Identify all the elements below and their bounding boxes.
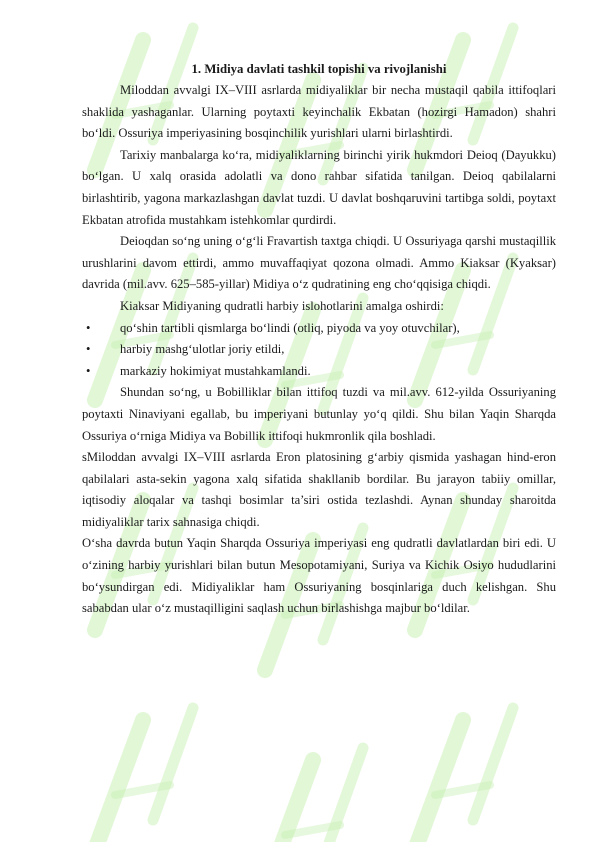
bullet-icon: • (86, 342, 91, 357)
list-item-text: harbiy mashg‘ulotlar joriy etildi, (120, 342, 285, 357)
paragraph-6: sMiloddan avvalgi IX–VIII asrlarda Eron platosining g‘arbiy qismida yashagan hind-eron qabilalari asta-sekin yagona xalq sifatida shakllanib bordilar. Bu jarayon tabiiy omillar, iqtisodiy aloqalar va tashqi bosimlar ta’siri ostida tezlashdi. Aynan shunday sharoitda midiyaliklar tarix sahnasiga chiqdi. (82, 450, 556, 529)
list-item (82, 318, 556, 340)
watermark-stroke (95, 720, 143, 842)
paragraph-7: O‘sha davrda butun Yaqin Sharqda Ossuriya imperiyasi eng qudratli davlatlardan biri edi. U o‘zining harbiy yurishlari bilan butun Mesopotamiyani, Suriya va Kichik Osiyo hududlarini bo‘ysundirgan edi. Midiyaliklar ham Ossuriyaning bosqinlariga duch kelishgan. Shu sababdan ular o‘z mustaqilligini saqlash uchun birlashishga majbur bo‘ldilar. (82, 536, 556, 616)
watermark-stroke (435, 785, 490, 795)
paragraph-5: Shundan so‘ng, u Bobilliklar bilan ittifoq tuzdi va mil.avv. 612-yilda Ossuriyaning poytaxti Ninaviyani egallab, bu imperiyani butunlay yo‘q qildi. Shu bilan Yaqin Sharqda Ossuriya o‘rniga Midiya va Bobillik ittifoqi hukmronlik qila boshladi. (82, 385, 556, 443)
watermark-stroke (115, 785, 170, 795)
bullet-icon: • (86, 363, 91, 378)
watermark-stroke (265, 760, 313, 842)
watermark-stroke (415, 720, 463, 842)
list-item-text: qo‘shin tartibli qismlarga bo‘lindi (otliq, piyoda va yoy otuvchilar), (120, 320, 460, 335)
watermark-stroke (323, 748, 363, 842)
list-item (82, 361, 556, 383)
paragraph-2: Tarixiy manbalarga ko‘ra, midiyaliklarning birinchi yirik hukmdori Deioq (Dayukku) bo‘lgan. U xalq orasida adolatli va dono rahbar sifatida tanilgan. Deioq qabilalarni birlashtirib, yagona markazlashgan davlat tuzdi. U davlat boshqaruvini tartibga soldi, poytaxt Ekbatan atrofida mustahkam istehkomlar qurdirdi. (82, 147, 556, 227)
reforms-list (82, 318, 556, 383)
bullet-icon: • (86, 320, 91, 335)
paragraph-4: Kiaksar Midiyaning qudratli harbiy islohotlarini amalga oshirdi: (120, 298, 444, 313)
watermark-stroke (285, 825, 340, 835)
paragraph-1: Miloddan avvalgi IX–VIII asrlarda midiyaliklar bir necha mustaqil qabila ittifoqlari shaklida yashaganlar. Ularning poytaxti keyinchalik Ekbatan (hozirgi Hamadon) shahri bo‘ldi. Ossuriya imperiyasining bosqinchilik yurishlari ularni birlashtirdi. (82, 83, 556, 141)
list-item (82, 339, 556, 361)
paragraph-3: Deioqdan so‘ng uning o‘g‘li Fravartish taxtga chiqdi. U Ossuriyaga qarshi mustaqillik urushlarini davom ettirdi, ammo muvaffaqiyat qozona olmadi. Ammo Kiaksar (Kyaksar) davrida (mil.avv. 625–585-yillar) Midiya o‘z qudratining eng cho‘qqisiga chiqdi. (82, 234, 556, 292)
list-item-text: markaziy hokimiyat mustahkamlandi. (120, 363, 311, 378)
watermark-stroke (473, 708, 513, 820)
document-body (82, 58, 556, 620)
section-title: 1. Midiya davlati tashkil topishi va rivojlanishi (191, 62, 447, 76)
watermark-stroke (153, 708, 193, 820)
